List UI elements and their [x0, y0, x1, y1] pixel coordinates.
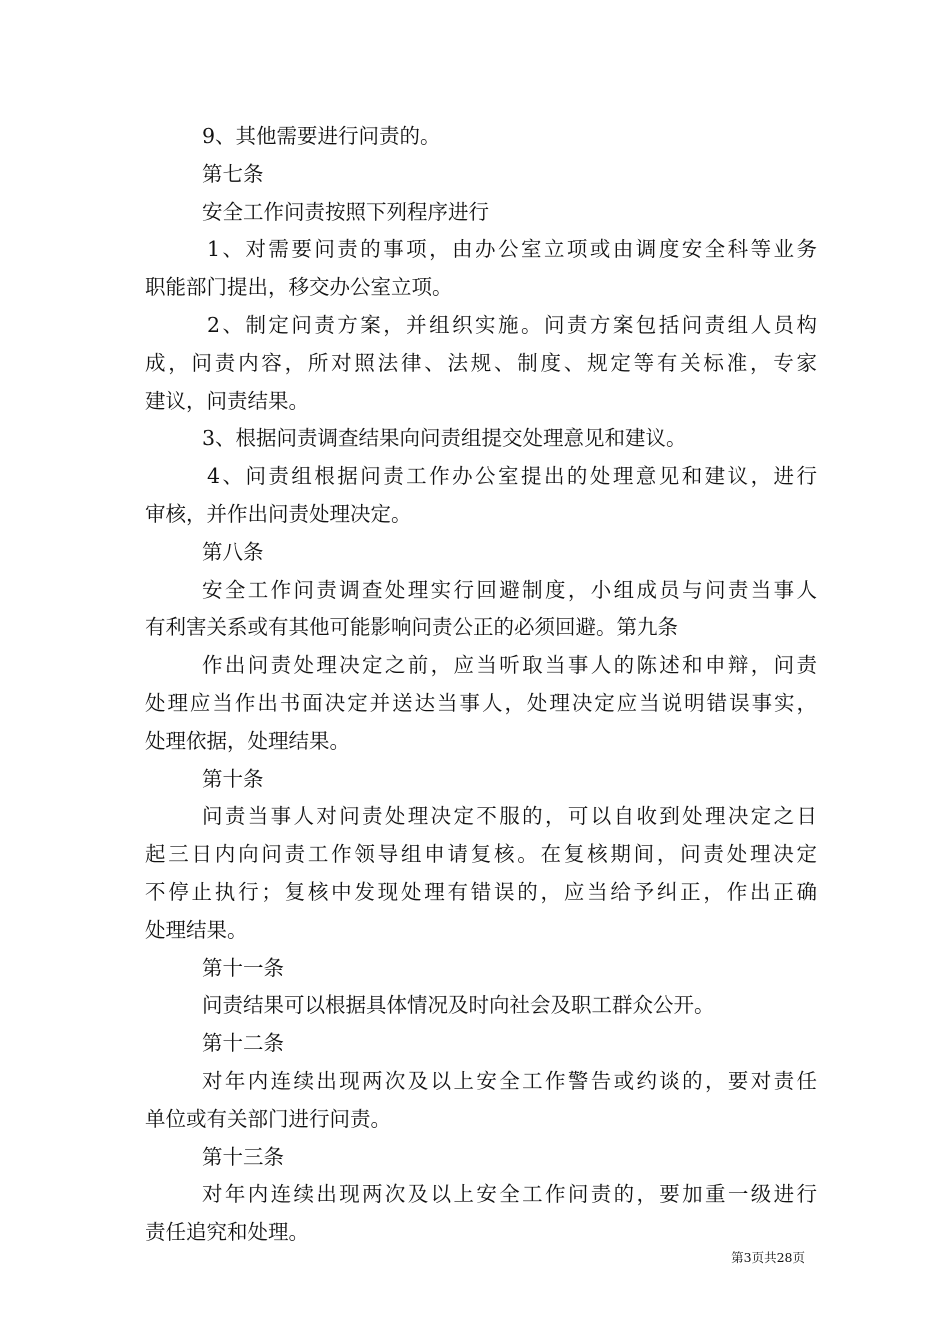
text-line: 9、其他需要进行问责的。 — [202, 124, 441, 148]
text-line: 2、制定问责方案，并组织实施。问责方案包括问责组人员构 — [207, 312, 817, 337]
text-line: 处理应当作出书面决定并送达当事人，处理决定应当说明错误事实， — [145, 690, 817, 715]
text-line: 1、对需要问责的事项，由办公室立项或由调度安全科等业务 — [207, 237, 817, 262]
text-line: 单位或有关部门进行问责。 — [145, 1106, 391, 1131]
text-line: 成，问责内容，所对照法律、法规、制度、规定等有关标准，专家 — [145, 350, 817, 375]
text-line: 有利害关系或有其他可能影响问责公正的必须回避。第九条 — [145, 615, 678, 640]
document-page — [145, 118, 817, 1252]
article-heading: 第十二条 — [202, 1031, 284, 1056]
article-heading: 第八条 — [202, 539, 264, 564]
text-line: 安全工作问责调查处理实行回避制度，小组成员与问责当事人 — [202, 577, 817, 602]
page-number: 第3页共28页 — [731, 1250, 805, 1265]
text-line: 3、根据问责调查结果向问责组提交处理意见和建议。 — [202, 426, 687, 451]
text-line: 审核，并作出问责处理决定。 — [145, 501, 412, 526]
text-line: 职能部门提出，移交办公室立项。 — [145, 275, 453, 300]
text-line: 处理依据，处理结果。 — [145, 728, 350, 753]
text-line: 4、问责组根据问责工作办公室提出的处理意见和建议，进行 — [207, 464, 817, 489]
article-heading: 第十条 — [202, 766, 264, 791]
text-line: 作出问责处理决定之前，应当听取当事人的陈述和申辩，问责 — [202, 653, 817, 678]
text-line: 安全工作问责按照下列程序进行 — [202, 199, 489, 224]
text-line: 不停止执行；复核中发现处理有错误的，应当给予纠正，作出正确 — [145, 879, 817, 904]
text-line: 起三日内向问责工作领导组申请复核。在复核期间，问责处理决定 — [145, 842, 817, 867]
text-line: 处理结果。 — [145, 917, 248, 942]
text-line: 对年内连续出现两次及以上安全工作警告或约谈的，要对责任 — [202, 1068, 817, 1093]
article-heading: 第十一条 — [202, 955, 284, 980]
article-heading: 第十三条 — [202, 1144, 284, 1169]
text-line: 建议，问责结果。 — [145, 388, 309, 413]
text-line: 责任追究和处理。 — [145, 1220, 309, 1245]
text-line: 问责当事人对问责处理决定不服的，可以自收到处理决定之日 — [202, 804, 817, 829]
text-line: 问责结果可以根据具体情况及时向社会及职工群众公开。 — [202, 993, 715, 1018]
text-line: 对年内连续出现两次及以上安全工作问责的，要加重一级进行 — [202, 1182, 817, 1207]
article-heading: 第七条 — [202, 161, 264, 186]
